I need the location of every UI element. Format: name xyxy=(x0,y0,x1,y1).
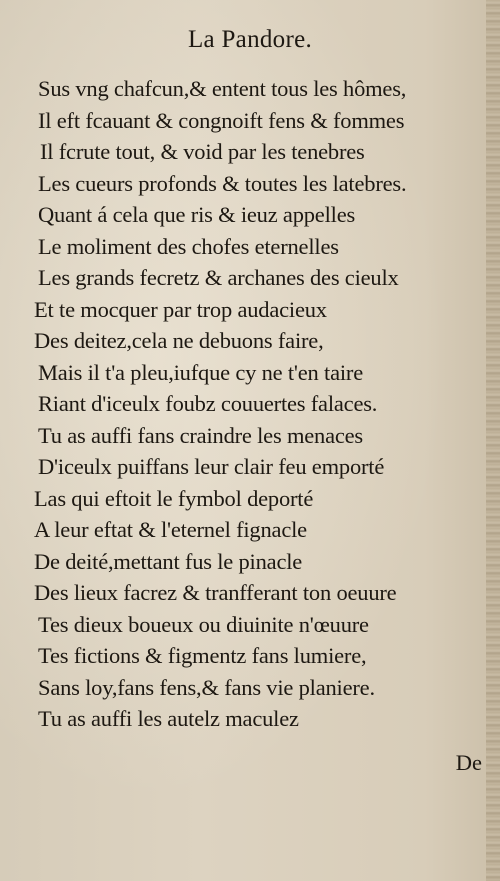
verse-line: Les grands fecretz & archanes des cieulx xyxy=(38,265,399,290)
verse-line: Et te mocquer par trop audacieux xyxy=(34,296,327,322)
verse-line: D'iceulx puiffans leur clair feu emporté xyxy=(38,454,385,479)
verse-line: Tes dieux boueux ou diuinite n'œuure xyxy=(38,611,369,637)
verse-line: Les cueurs profonds & toutes les latebres. xyxy=(38,170,407,196)
verse-line: Des deitez,cela ne debuons faire, xyxy=(34,328,324,353)
verse-line: Sans loy,fans fens,& fans vie planiere. xyxy=(38,674,375,700)
verse-block xyxy=(34,73,488,735)
verse-line: Sus vng chafcun,& entent tous les hômes, xyxy=(38,76,407,101)
verse-line: Las qui eftoit le fymbol deporté xyxy=(34,485,314,511)
verse-line: Tu as auffi fans craindre les menaces xyxy=(38,422,363,448)
verse-line: Mais il t'a pleu,iufque cy ne t'en taire xyxy=(38,359,363,385)
catchword: De xyxy=(455,750,482,775)
verse-line: De deité,mettant fus le pinacle xyxy=(34,548,303,574)
running-head: La Pandore. xyxy=(187,26,313,53)
verse-line: Il fcrute tout, & void par les tenebres xyxy=(40,139,365,164)
page-edge xyxy=(486,0,500,881)
verse-line: Le moliment des chofes eternelles xyxy=(38,233,339,259)
verse-line: Riant d'iceulx foubz couuertes falaces. xyxy=(38,391,378,416)
verse-line: Tu as auffi les autelz maculez xyxy=(38,706,299,731)
verse-line: Quant á cela que ris & ieuz appelles xyxy=(38,202,356,227)
verse-line: A leur eftat & l'eternel fignacle xyxy=(34,517,307,542)
verse-line: Il eft fcauant & congnoift fens & fommes xyxy=(38,107,405,133)
verse-line: Tes fictions & figmentz fans lumiere, xyxy=(38,643,367,668)
verse-line: Des lieux facrez & tranfferant ton oeuure xyxy=(34,580,397,605)
